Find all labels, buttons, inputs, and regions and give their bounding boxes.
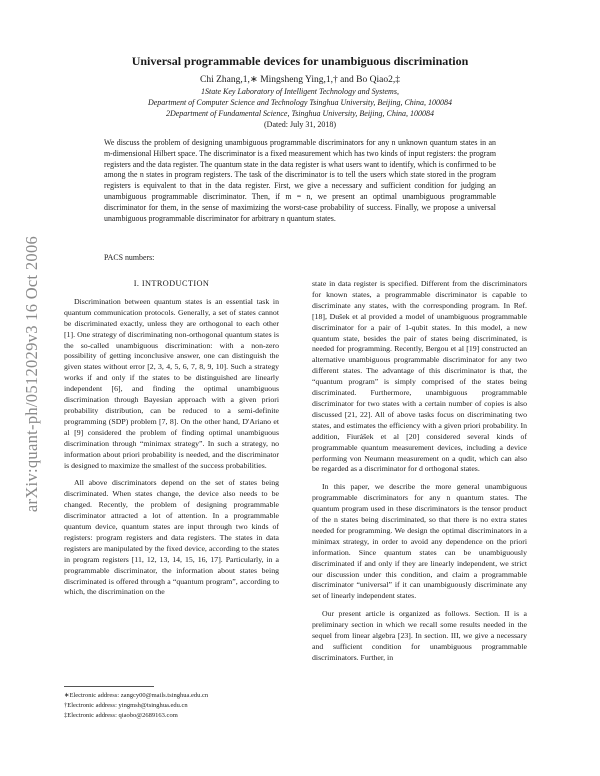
footnotes [64, 686, 279, 721]
paragraph: In this paper, we describe the more general unambiguous programmable discriminators for any n quantum states. The quantum program used in these discriminators is the tensor product of the n states being discriminated, so that there is no extra states needed for programming. We design the optimal discriminators in a minimax strategy, in order to avoid any dependence on the priori information. Since quantum states can be unambiguously discriminated if and only if they are linearly independent, we strict our discussion under this condition, and claim a programmable discriminator “universal” if it can unambiguously discriminate any set of linearly independent states. [312, 482, 527, 601]
date-line: (Dated: July 31, 2018) [264, 120, 336, 129]
affiliation-3: 2Department of Fundamental Science, Tsinghua University, Beijing, China, 100084 [165, 109, 435, 118]
left-column [64, 279, 279, 598]
paragraph: Our present article is organized as follows. Section. II is a preliminary section in which we recall some results needed in the sequel from linear algebra [23]. In section. III, we give a necessary and sufficient condition for unambiguous programmable discriminators. Further, in [312, 609, 527, 662]
abstract: We discuss the problem of designing unambiguous programmable discriminators for any n unknown quantum states in an m-dimensional Hilbert space. The discriminator is a fixed measurement which has two kinds of input registers: the program registers and the data register. The quantum state in the data register is what users want to identify, which is confirmed to be among the n states in program registers. The task of the discriminator is to tell the users which state stored in the program registers is equivalent to that in the data register. First, we give a necessary and sufficient condition for judging an unambiguous programmable discriminator. Then, if m = n, we present an optimal unambiguous programmable discriminator for them, in the sense of maximizing the worst-case probability of success. Finally, we propose a universal unambiguous programmable discriminator for arbitrary n quantum states. [104, 138, 496, 223]
paper-title: Universal programmable devices for unambiguous discrimination [131, 54, 469, 68]
right-column [312, 279, 527, 664]
affiliation-1: 1State Key Laboratory of Intelligent Technology and Systems, [201, 87, 399, 96]
section-heading: I. INTRODUCTION [133, 279, 210, 288]
affiliation-2: Department of Computer Science and Technology Tsinghua University, Beijing, China, 100084 [147, 98, 453, 107]
author-list: Chi Zhang,1,∗ Mingsheng Ying,1,† and Bo Qiao2,‡ [200, 75, 400, 85]
footnote-rule [64, 686, 154, 687]
footnote: ∗Electronic address: zangcy00@mails.tsinghua.edu.cn [64, 692, 209, 699]
pacs-numbers: PACS numbers: [104, 253, 155, 262]
paragraph: All above discriminators depend on the set of states being discriminated. When states change, the device also needs to be changed. Recently, the problem of designing programmable discriminator attracted a lot of attention. In a programmable quantum device, quantum states are input through two kinds of registers: program registers and data registers. The states in data registers are manipulated by the fixed device, according to the states in program registers [11, 12, 13, 14, 15, 16, 17]. Particularly, in a programmable discriminator, the information about states being discriminated is offered through a “quantum program”, according to which, the discrimination on the [64, 478, 279, 597]
footnote: †Electronic address: yingmsh@tsinghua.edu.cn [64, 702, 188, 709]
paragraph: state in data register is specified. Different from the discriminators for known states, a programmable discriminator is capable to discriminate any states, with the corresponding program. In Ref. [18], Dušek et al provided a model of unambiguous programmable discriminator for a pair of 1-qubit states. In this model, a new quantum state, besides the pair of states being discriminated, is needed for programming. Recently, Bergou et al [19] constructed an alternative unambiguous programmable discriminator for any two different states. The advantage of this discriminator is that, the “quantum program” is simply comprised of the states being discriminated. Furthermore, unambiguous programmable discriminator for two states with a certain number of copies is also discussed [21, 22]. All of above tasks focus on discriminating two states, and estimates the efficiency with a given priori probability. In addition, Fiurášek et al [20] considered several kinds of programmable quantum measurement devices, including a device performing von Neumann measurement on a qudit, which can also be regarded as a discriminator for d orthogonal states. [312, 279, 527, 474]
footnote: ‡Electronic address: qiaobo@2689163.com [64, 712, 178, 719]
arxiv-identifier: arXiv:quant-ph/0512029v3 16 Oct 2006 [22, 235, 41, 513]
paragraph: Discrimination between quantum states is an essential task in quantum communication protocols. Generally, a set of states cannot be discriminated exactly, unless they are orthogonal to each other [1]. One strategy of discriminating non-orthogonal quantum states is the so-called unambiguous discrimination: with a non-zero possibility of getting inconclusive answer, one can distinguish the given states without error [2, 3, 4, 5, 6, 7, 8, 9, 10]. Such a strategy works if and only if the states to be distinguished are linearly independent [6], and finding the optimal unambiguous discrimination through Bayesian approach with a given priori probability distribution, can be reduced to a semi-definite programming (SDP) problem [7, 8]. On the other hand, D'Ariano et al [9] considered the problem of finding optimal unambiguous discrimination through “minimax strategy”. In such a strategy, no information about priori probability is needed, and the discriminator is designed to maximize the smallest of the success probabilities. [64, 296, 279, 470]
